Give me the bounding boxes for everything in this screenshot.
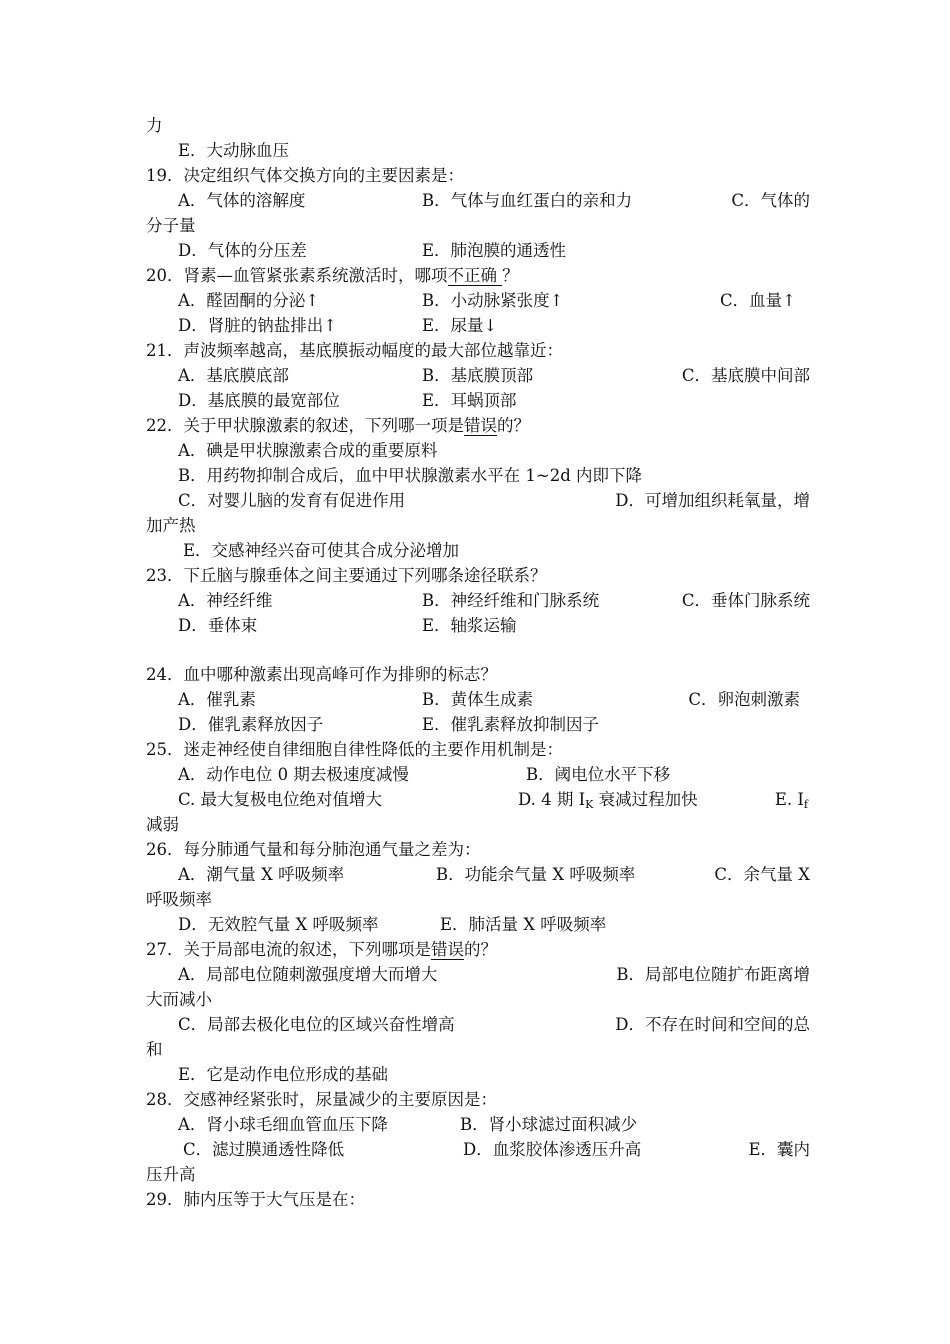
question-20 bbox=[146, 263, 810, 288]
option-b: B．气体与血红蛋白的亲和力 bbox=[422, 191, 633, 210]
option-e bbox=[775, 787, 808, 812]
options-row bbox=[178, 1012, 810, 1037]
option-c: C．气体的 bbox=[731, 191, 810, 210]
option-e: E．尿量↓ bbox=[422, 316, 498, 335]
question-text: ？ bbox=[502, 266, 519, 285]
option-e: E．交感神经兴奋可使其合成分泌增加 bbox=[183, 541, 460, 560]
option-a: A．碘是甲状腺激素合成的重要原料 bbox=[178, 441, 438, 460]
option-e: E．它是动作电位形成的基础 bbox=[178, 1065, 389, 1084]
option-a: A．基底膜底部 bbox=[178, 366, 289, 385]
options-row bbox=[178, 363, 810, 388]
option-text: E. I bbox=[774, 790, 804, 809]
option-b: B．基底膜顶部 bbox=[422, 366, 534, 385]
option-d: D．不存在时间和空间的总 bbox=[615, 1015, 810, 1034]
options-row bbox=[178, 1112, 810, 1137]
option-b: B．小动脉紧张度↑ bbox=[422, 291, 564, 310]
option-e: E．大动脉血压 bbox=[178, 141, 290, 160]
option-b: B．黄体生成素 bbox=[422, 690, 534, 709]
option-d: D．可增加组织耗氧量，增 bbox=[615, 491, 810, 510]
option-d: D．无效腔气量 X 呼吸频率 bbox=[178, 915, 379, 934]
question-29: 29．肺内压等于大气压是在： bbox=[146, 1190, 365, 1209]
question-text: 的？ bbox=[464, 940, 497, 959]
options-row bbox=[178, 238, 810, 263]
option-d: D．气体的分压差 bbox=[178, 241, 307, 260]
question-text: 20．肾素—血管紧张素系统激活时，哪项 bbox=[146, 266, 448, 285]
options-row bbox=[178, 613, 810, 638]
options-row bbox=[178, 313, 810, 338]
option-b: B．局部电位随扩布距离增 bbox=[616, 965, 810, 984]
options-row bbox=[178, 912, 810, 937]
option-b: B．神经纤维和门脉系统 bbox=[422, 591, 600, 610]
question-27 bbox=[146, 937, 810, 962]
option-a: A．肾小球毛细血管血压下降 bbox=[178, 1115, 388, 1134]
text-line: 分子量 bbox=[146, 216, 196, 235]
text-line: 减弱 bbox=[146, 815, 179, 834]
options-row bbox=[178, 488, 810, 513]
option-b: B．阈电位水平下移 bbox=[526, 765, 671, 784]
options-row bbox=[178, 188, 810, 213]
option-c: C．垂体门脉系统 bbox=[681, 591, 810, 610]
option-d: D．血浆胶体渗透压升高 bbox=[463, 1140, 642, 1159]
option-c: C．滤过膜通透性降低 bbox=[183, 1140, 345, 1159]
option-c: C．血量↑ bbox=[720, 291, 796, 310]
option-b: B．功能余气量 X 呼吸频率 bbox=[436, 865, 636, 884]
option-a: A．神经纤维 bbox=[178, 591, 273, 610]
option-c: C．余气量 X bbox=[714, 865, 810, 884]
question-28: 28．交感神经紧张时，尿量减少的主要原因是： bbox=[146, 1090, 497, 1109]
question-24: 24．血中哪种激素出现高峰可作为排卵的标志？ bbox=[146, 665, 497, 684]
option-e: E．肺活量 X 呼吸频率 bbox=[440, 915, 607, 934]
subscript: K bbox=[585, 798, 594, 811]
question-text: 27．关于局部电流的叙述，下列哪项是 bbox=[146, 940, 431, 959]
option-a: A．催乳素 bbox=[178, 690, 256, 709]
question-19: 19．决定组织气体交换方向的主要因素是： bbox=[146, 166, 464, 185]
option-a: A．气体的溶解度 bbox=[178, 191, 306, 210]
text-line: 和 bbox=[146, 1040, 163, 1059]
options-row bbox=[178, 588, 810, 613]
option-e: E．催乳素释放抑制因子 bbox=[422, 715, 600, 734]
option-d: D．基底膜的最宽部位 bbox=[178, 391, 340, 410]
text-line: 压升高 bbox=[146, 1165, 196, 1184]
option-a: A．醛固酮的分泌↑ bbox=[178, 291, 320, 310]
option-text: 衰减过程加快 bbox=[593, 790, 698, 809]
underlined-keyword: 错误 bbox=[431, 940, 464, 959]
text-line: 呼吸频率 bbox=[146, 890, 212, 909]
question-25: 25．迷走神经使自律细胞自律性降低的主要作用机制是： bbox=[146, 740, 563, 759]
option-c: C．局部去极化电位的区域兴奋性增高 bbox=[178, 1015, 455, 1034]
subscript: f bbox=[803, 798, 808, 811]
options-row bbox=[178, 687, 810, 712]
text-line: 大而减小 bbox=[146, 990, 212, 1009]
option-d: D．垂体束 bbox=[178, 616, 258, 635]
option-d bbox=[518, 787, 698, 812]
option-e: E．耳蜗顶部 bbox=[422, 391, 517, 410]
question-21: 21．声波频率越高，基底膜振动幅度的最大部位越靠近： bbox=[146, 341, 563, 360]
options-row bbox=[178, 288, 810, 313]
question-23: 23．下丘脑与腺垂体之间主要通过下列哪条途径联系？ bbox=[146, 566, 547, 585]
options-row bbox=[178, 787, 810, 812]
question-22 bbox=[146, 413, 810, 438]
option-b: B．肾小球滤过面积减少 bbox=[460, 1115, 638, 1134]
options-row bbox=[183, 1137, 810, 1162]
option-b: B．用药物抑制合成后，血中甲状腺激素水平在 1~2d 内即下降 bbox=[178, 466, 642, 485]
option-e: E．肺泡膜的通透性 bbox=[422, 241, 567, 260]
underlined-keyword: 错误 bbox=[464, 416, 497, 435]
text-line: 加产热 bbox=[146, 516, 196, 535]
option-a: A．局部电位随刺激强度增大而增大 bbox=[178, 965, 438, 984]
option-a: A．动作电位 0 期去极速度减慢 bbox=[178, 765, 409, 784]
option-c: C．对婴儿脑的发育有促进作用 bbox=[178, 491, 406, 510]
options-row bbox=[178, 862, 810, 887]
text-line: 力 bbox=[146, 116, 163, 135]
options-row bbox=[178, 762, 810, 787]
option-d: D．肾脏的钠盐排出↑ bbox=[178, 316, 338, 335]
question-text: 的？ bbox=[497, 416, 530, 435]
option-c: C．卵泡刺激素 bbox=[688, 690, 800, 709]
option-a: A．潮气量 X 呼吸频率 bbox=[178, 865, 345, 884]
option-c: C. 最大复极电位绝对值增大 bbox=[178, 790, 383, 809]
question-text: 22．关于甲状腺激素的叙述，下列哪一项是 bbox=[146, 416, 464, 435]
options-row bbox=[178, 962, 810, 987]
option-c: C．基底膜中间部 bbox=[681, 366, 810, 385]
option-e: E．囊内 bbox=[748, 1140, 810, 1159]
options-row bbox=[178, 712, 810, 737]
underlined-keyword: 不正确 bbox=[447, 266, 503, 285]
option-e: E．轴浆运输 bbox=[422, 616, 517, 635]
question-26: 26．每分肺通气量和每分肺泡通气量之差为： bbox=[146, 840, 481, 859]
option-text: D. 4 期 I bbox=[518, 790, 586, 809]
options-row bbox=[178, 388, 810, 413]
option-d: D．催乳素释放因子 bbox=[178, 715, 324, 734]
